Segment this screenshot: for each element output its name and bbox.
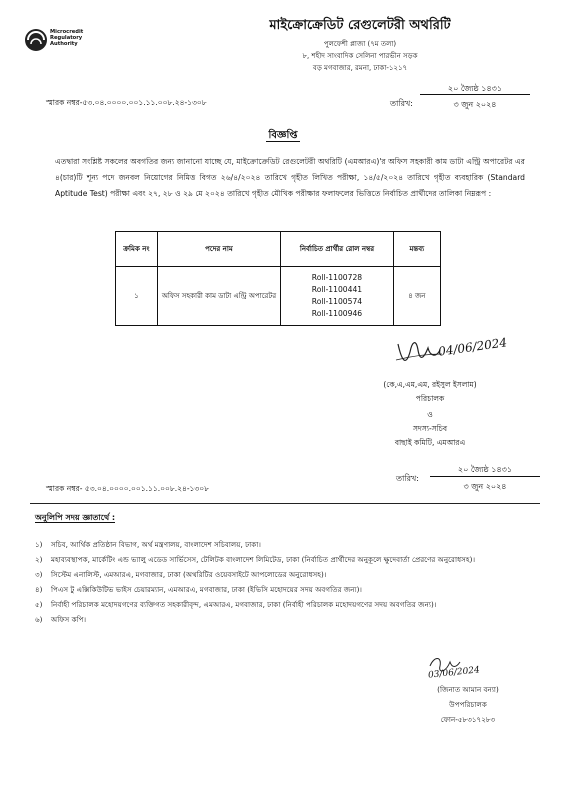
list-number: ৬) [35, 615, 43, 624]
list-text: মহাব্যবস্থাপক, মার্কেটিং এন্ড ভ্যালু এডেড সার্ভিসেস, টেলিটক বাংলাদেশ লিমিটেড, ঢাকা (নির্বাচিত প্রার্থীদের অনুকূলে ক্ষুদেবার্তা প্রেরণের অনুরোধসহ)। [51, 555, 476, 564]
table-header-row [116, 232, 441, 267]
list-item [35, 537, 525, 552]
date-bangla: ২০ জ্যৈষ্ঠ ১৪৩১ [447, 84, 503, 93]
memo-number-2: স্মারক নম্বর- ৫৩.০৪.০০০০.০০১.১১.০০৮.২৪-১৩০৮ [46, 484, 210, 493]
signatory1-and: ও [427, 410, 433, 419]
signatory2-title: উপপরিচালক [449, 700, 487, 709]
logo-text: Microcredit Regulatory Authority [50, 29, 84, 47]
memo-number: স্মারক নম্বর-৫৩.০৪.০০০০.০০১.১১.০০৮.২৪-১৩০৮ [46, 98, 207, 107]
signatory2-phone: ফোন-৫৮৩১৭২৮৩ [440, 715, 496, 724]
selected-candidates-table [115, 231, 441, 326]
signatory1-committee: বাছাই কমিটি, এমআরএ [394, 438, 466, 447]
list-item [35, 597, 525, 612]
mra-logo [22, 22, 142, 62]
header-roll: নির্বাচিত প্রার্থীর রোল নম্বর [281, 232, 394, 267]
roll-number: Roll-1100441 [311, 285, 363, 294]
notice-body: এতদ্বারা সংশ্লিষ্ট সকলের অবগতির জন্য জানানো যাচ্ছে যে, মাইক্রোক্রেডিট রেগুলেটরী অথরিটি (এমআরএ)'র অফিস সহকারী কাম ডাটা এন্ট্রি অপারেটর এর ৪(চার)টি শূন্য পদে জনবল নিয়োগের নিমিত্ত বিগত ২৬/৪/২০২৪ তারিখে গৃহীত লিখিত পরীক্ষা, ১৪/৫/২০২৪ তারিখে গৃহীত ব্যবহারিক (Standard Aptitude Test) পরীক্ষা এবং ২৭, ২৮ ও ২৯ মে ২০২৪ তারিখে গৃহীত মৌখিক পরীক্ষার ফলাফলের ভিত্তিতে নির্বাচিত প্রার্থীদের তালিকা নিম্নরূপ : [55, 157, 525, 198]
signatory1-name: (কে,এ,এম,এম, রইসুল ইসলাম) [383, 380, 477, 389]
header-serial: ক্রমিক নং [116, 232, 158, 267]
address-line-2: ৮, শহীদ সাংবাদিক সেলিনা পারভীন সড়ক [302, 52, 418, 60]
date-bangla-2: ২০ জ্যৈষ্ঠ ১৪৩১ [457, 465, 513, 474]
list-number: ৩) [35, 570, 43, 579]
list-number: ১) [35, 540, 43, 549]
handwritten-date-2: 03/06/2024 [427, 665, 481, 681]
date-english: ৩ জুন ২০২৪ [453, 100, 497, 109]
signature-2 [420, 652, 530, 686]
organization-title: মাইক্রোক্রেডিট রেগুলেটরী অথরিটি [269, 18, 451, 33]
cell-serial: ১ [116, 267, 158, 326]
signatory1-title2: সদস্য-সচিব [412, 424, 448, 433]
cc-heading: অনুলিপি সদয় জ্ঞাতার্থে : [35, 513, 116, 522]
roll-number: Roll-1100728 [311, 273, 363, 282]
list-text: নির্বাহী পরিচালক মহোদয়গণের ব্যক্তিগত সহকারীবৃন্দ, এমআরএ, মগবাজার, ঢাকা (নির্বাহী পরিচালক মহোদয়গণের সদয় অবগতির জন্য)। [51, 600, 437, 609]
list-text: অফিস কপি। [51, 615, 87, 624]
header-remark: মন্তব্য [393, 232, 440, 267]
signatory1-title: পরিচালক [415, 394, 445, 403]
header-post: পদের নাম [157, 232, 281, 267]
list-item [35, 567, 525, 582]
section-divider [30, 503, 540, 504]
signatory2-name: (জিনাত আমান বন্যা) [437, 685, 499, 694]
date-label: তারিখ: [390, 99, 413, 108]
list-text: পিএস টু এক্সিকিউটিভ ভাইস চেয়ারম্যান, এমআরএ, মগবাজার, ঢাকা (ইভিসি মহোদয়ের সদয় অবগতির জন্য)। [51, 585, 363, 594]
list-text: সচিব, আর্থিক প্রতিষ্ঠান বিভাগ, অর্থ মন্ত্রণালয়, বাংলাদেশ সচিবালয়, ঢাকা। [51, 540, 261, 549]
cell-remark: ৪ জন [393, 267, 440, 326]
address-line-3: বড় মগবাজার, রমনা, ঢাকা-১২১৭ [312, 64, 408, 72]
list-item [35, 552, 525, 567]
list-text: সিস্টেম এনালিস্ট, এমআরএ, মগবাজার, ঢাকা (অথরিটির ওয়েবসাইটে আপলোডের অনুরোধসহ)। [51, 570, 327, 579]
roll-number: Roll-1100946 [311, 309, 363, 318]
list-item [35, 582, 525, 597]
cc-list [35, 537, 525, 627]
signature-1 [392, 332, 532, 376]
date-english-2: ৩ জুন ২০২৪ [463, 482, 507, 491]
date-label-2: তারিখ: [396, 474, 419, 483]
notice-heading: বিজ্ঞপ্তি [268, 130, 298, 141]
table-row [116, 267, 441, 326]
list-number: ৪) [35, 585, 43, 594]
list-number: ৫) [35, 600, 43, 609]
cell-post: অফিস সহকারী কাম ডাটা এন্ট্রি অপারেটর [157, 267, 281, 326]
list-item [35, 612, 525, 627]
roll-number: Roll-1100574 [311, 297, 363, 306]
handwritten-date-1: 04/06/2024 [437, 335, 508, 359]
cell-rolls [281, 267, 394, 326]
list-number: ২) [35, 555, 43, 564]
address-line-1: পুলফেশী প্লাজা (৭ম তলা) [323, 40, 397, 48]
